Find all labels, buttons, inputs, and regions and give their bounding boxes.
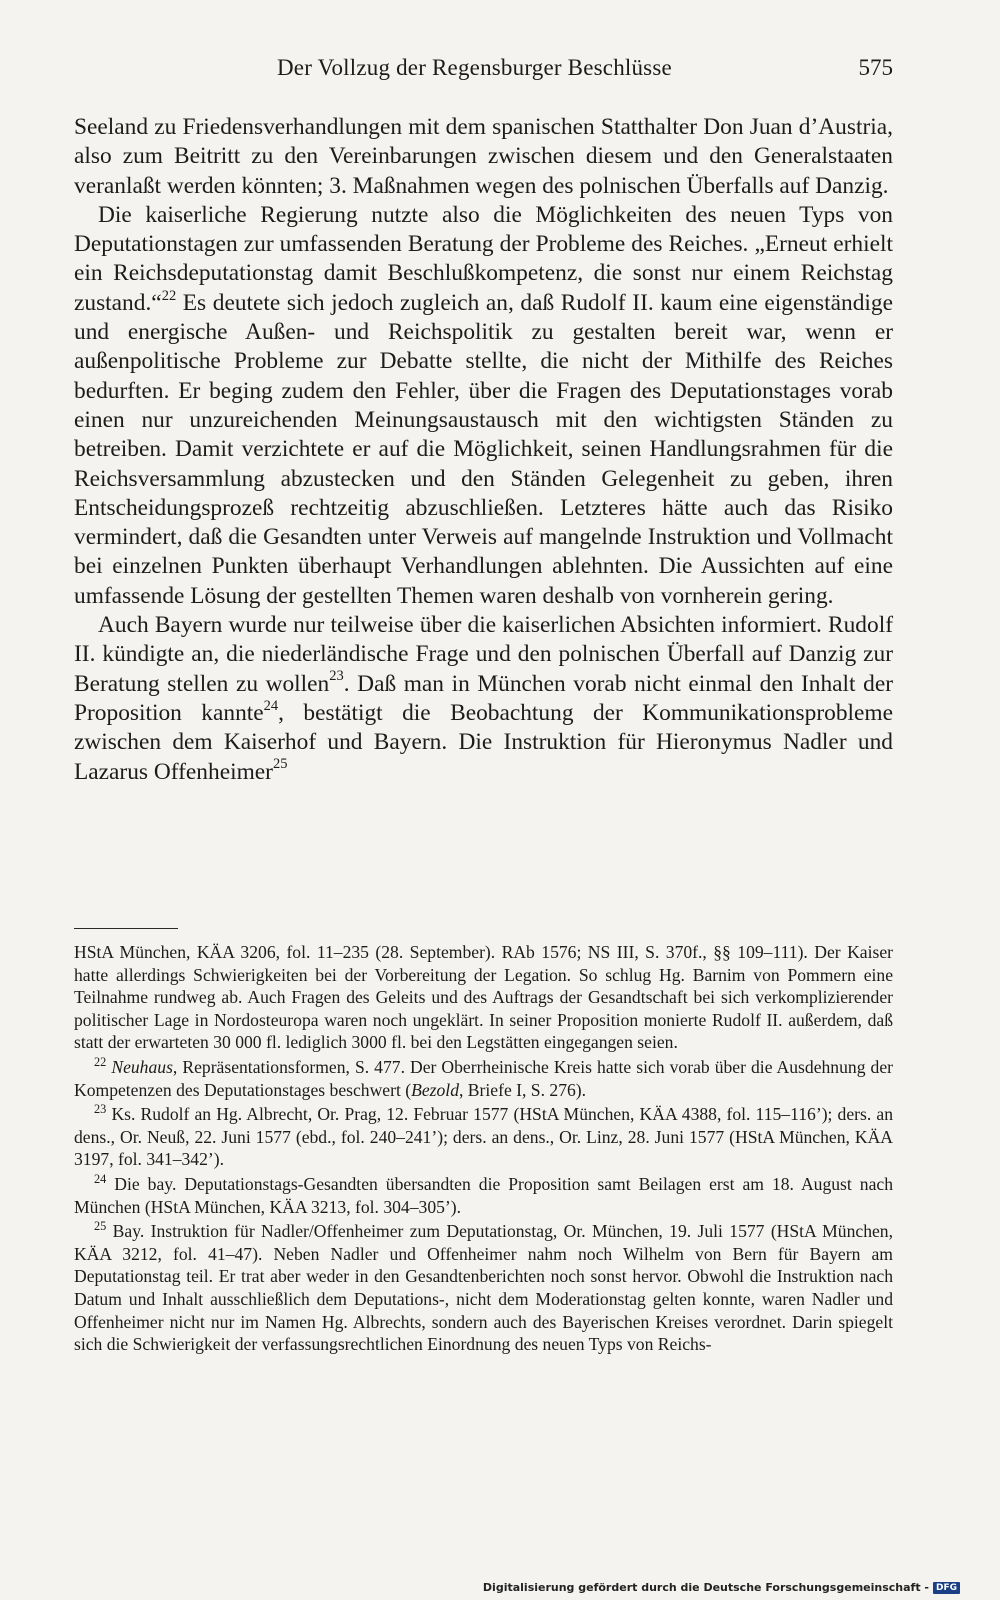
footnote-continuation-text: HStA München, KÄA 3206, fol. 11–235 (28. September). RAb 1576; NS III, S. 370f., §§ 109–111). Der Kaiser hatte allerdings Schwierigkeiten bei der Vorbereitung der Legation. So schlug Hg. Barnim von Pommern eine Teilnahme rundweg ab. Auch Fragen des Geleits und des Auftrags der Gesandtschaft bei sich verkomplizierender politischer Lage in Nordosteuropa waren noch ungeklärt. In seiner Proposition monierte Rudolf II. außerdem, daß statt der erwarteten 30 000 fl. lediglich 3000 fl. bei den Legstätten eingegangen seien. — [74, 942, 893, 1053]
paragraph-2 — [74, 201, 893, 611]
main-text — [74, 113, 893, 787]
dfg-logo: DFG — [933, 1582, 960, 1594]
footnote-ref-22[interactable]: 22 — [161, 287, 177, 304]
footnote-22-author-2: Bezold — [411, 1079, 459, 1100]
digitization-credit — [483, 1581, 960, 1594]
footnote-22 — [74, 1056, 893, 1101]
footnote-continuation — [74, 941, 893, 1054]
footnotes — [74, 941, 893, 1358]
running-title: Der Vollzug der Regensburger Beschlüsse — [277, 55, 672, 80]
paragraph-1-text: Seeland zu Friedensverhandlungen mit dem spanischen Statthalter Don Juan d’Austria, also zum Beitritt zu den Vereinbarungen zwischen diesem und den Generalstaaten veranlaßt werden könnten; 3. Maßnahmen wegen des polnischen Überfalls auf Danzig. — [74, 114, 893, 199]
footnote-number-25: 25 — [94, 1219, 107, 1234]
footnote-25 — [74, 1220, 893, 1356]
footnote-number-24: 24 — [94, 1172, 107, 1187]
footnote-22-text-a: , Repräsentationsformen, S. 477. Der Oberrheinische Kreis hatte sich vorab über die Ausdehnung der Kompetenzen des Deputationstages beschwert ( — [74, 1056, 893, 1100]
digitization-note: Digitalisierung gefördert durch die Deutsche Forschungsgemeinschaft - — [482, 1581, 929, 1594]
paragraph-1 — [74, 113, 893, 201]
footnote-number-22: 22 — [94, 1055, 107, 1070]
footnote-25-text: Bay. Instruktion für Nadler/Offenheimer zum Deputationstag, Or. München, 19. Juli 1577 (HStA München, KÄA 3212, fol. 41–47). Neben Nadler und Offenheimer nahm noch Wilhelm von Bern für Bayern am Deputationstag teil. Er trat aber weder in den Gesandtenberichten noch sonst hervor. Obwohl die Instruktion nach Datum und Inhalt ausschließlich dem Deputations-, nicht dem Moderationstag gelten konnte, waren Nadler und Offenheimer nicht nur im Namen Hg. Albrechts, sondern auch des Bayerischen Kreises verordnet. Darin spiegelt sich die Schwierigkeit der verfassungsrechtlichen Einordnung des neuen Typs von Reichs- — [74, 1221, 893, 1355]
footnote-24-text: Die bay. Deputationstags-Gesandten übersandten die Proposition samt Beilagen erst am 18. August nach München (HStA München, KÄA 3213, fol. 304–305’). — [74, 1173, 893, 1217]
paragraph-3-text-b: . Daß man in München vorab nicht einmal den Inhalt der Proposition kannte — [74, 670, 893, 726]
footnote-ref-25[interactable]: 25 — [272, 756, 288, 773]
footnote-22-text-b: , Briefe I, S. 276). — [459, 1079, 587, 1100]
paragraph-2-text-a: Die kaiserliche Regierung nutzte also die Möglichkeiten des neuen Typs von Deputationstagen zur umfassenden Beratung der Probleme des Reiches. „Erneut erhielt ein Reichsdeputationstag damit Beschlußkompetenz, die sonst nur einem Reichstag zustand.“ — [74, 201, 893, 316]
footnote-ref-24[interactable]: 24 — [263, 697, 279, 714]
running-head — [74, 52, 893, 84]
footnote-23 — [74, 1103, 893, 1171]
footnote-24 — [74, 1173, 893, 1218]
paragraph-3-text-c: , bestätigt die Beobachtung der Kommunikationsprobleme zwischen dem Kaiserhof und Bayern. Die Instruktion für Hieronymus Nadler und Lazarus Offenheimer — [74, 699, 893, 785]
page-number: 575 — [858, 55, 893, 80]
paragraph-2-text-b: Es deutete sich jedoch zugleich an, daß Rudolf II. kaum eine eigenständige und energische Außen- und Reichspolitik zu gestalten bereit war, wenn er außenpolitische Probleme zur Debatte stellte, die nicht der Mithilfe des Reiches bedurften. Er beging zudem den Fehler, über die Fragen des Deputationstages vorab einen nur unzureichenden Meinungsaustausch mit den wichtigsten Ständen zu betreiben. Damit verzichtete er auf die Möglichkeit, seinen Handlungsrahmen für die Reichsversammlung abzustecken und den Ständen Gelegenheit zu geben, ihren Entscheidungsprozeß rechtzeitig abzuschließen. Letzteres hätte auch das Risiko vermindert, daß die Gesandten unter Verweis auf mangelnde Instruktion und Vollmacht bei einzelnen Punkten überhaupt Verhandlungen ablehnten. Die Aussichten auf eine umfassende Lösung der gestellten Themen waren deshalb von vornherein gering. — [74, 289, 893, 609]
footnote-number-23: 23 — [94, 1102, 107, 1117]
paragraph-3-text-a: Auch Bayern wurde nur teilweise über die kaiserlichen Absichten informiert. Rudolf II. kündigte an, die niederländische Frage und den polnischen Überfall auf Danzig zur Beratung stellen zu wollen — [74, 612, 893, 697]
footnote-22-author: Neuhaus — [111, 1056, 173, 1077]
footnote-23-text: Ks. Rudolf an Hg. Albrecht, Or. Prag, 12. Februar 1577 (HStA München, KÄA 4388, fol. 115–116’); ders. an dens., Or. Neuß, 22. Juni 1577 (ebd., fol. 240–241’); ders. an dens., Or. Linz, 28. Juni 1577 (HStA München, KÄA 3197, fol. 341–342’). — [74, 1104, 893, 1170]
footnote-ref-23[interactable]: 23 — [329, 668, 344, 685]
paragraph-3 — [74, 611, 893, 787]
footnote-divider — [74, 928, 178, 929]
